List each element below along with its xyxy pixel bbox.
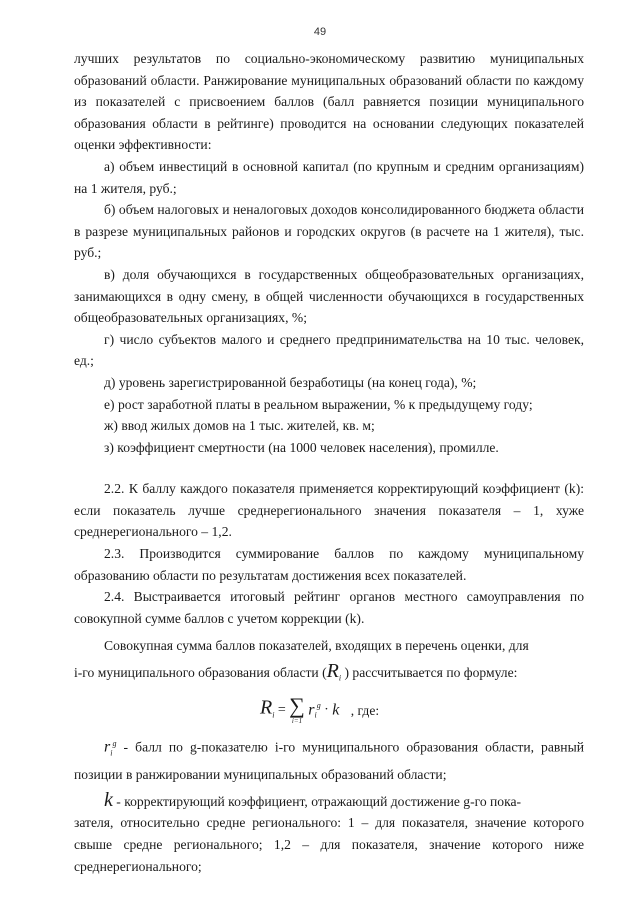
formula-sum: [289, 692, 305, 726]
definition-r-text: - балл по g-показателю i-го муниципального образования области, равный позиции в ранжировании муниципальных образований области;: [74, 739, 584, 783]
def-symbol-k: k: [104, 788, 113, 811]
list-item-v: в) доля обучающихся в государственных общеобразовательных организациях, занимающихся в одну смену, в общей численности обучающихся в государственных общеобразовательных организациях, %;: [74, 266, 584, 326]
paragraph-2-3: 2.3. Производится суммирование баллов по каждому муниципальному образованию области по результатам достижения всех показателей.: [74, 546, 584, 583]
paragraph-sum-intro: Совокупная сумма баллов показателей, входящих в перечень оценки, для: [104, 638, 529, 654]
formula-sum-lower: i=1: [291, 716, 303, 725]
formula-R-index: i: [272, 710, 275, 720]
formula-equals: =: [277, 702, 286, 718]
symbol-R: R: [326, 660, 339, 683]
paragraph-2-2: 2.2. К баллу каждого показателя применяется корректирующий коэффициент (k): если показатель лучше среднерегионального значения показателя – 1, хуже среднерегионального – 1,2.: [74, 481, 584, 540]
paragraph-sum-line2: [74, 661, 584, 689]
def-symbol-r-power: g: [112, 739, 117, 749]
formula-dot: ·: [324, 702, 329, 718]
paragraph-2-4: 2.4. Выстраивается итоговый рейтинг органов местного самоуправления по совокупной сумме баллов с учетом коррекции (k).: [74, 589, 584, 626]
formula-r: r: [308, 701, 315, 719]
sum-line-text-a: i-го муниципального образования области (: [74, 665, 327, 681]
page-number: 49: [313, 26, 327, 38]
def-symbol-r-index: i: [110, 748, 113, 758]
definition-k-text-2: зателя, относительно средне регионального: 1 – для показателя, значение которого свыше средне регионального; 1,2 – для показателя, значение которого ниже среднерегионального;: [74, 815, 584, 874]
list-item-e: е) рост заработной платы в реальном выражении, % к предыдущему году;: [104, 396, 533, 412]
formula-r-power: g: [316, 701, 321, 711]
sum-icon: ∑: [289, 692, 305, 718]
definition-r: [74, 733, 584, 785]
formula-gde: , где:: [350, 702, 380, 718]
list-item-g: г) число субъектов малого и среднего предпринимательства на 10 тыс. человек, ед.;: [74, 331, 584, 369]
formula-r-index: i: [314, 710, 317, 720]
paragraph-intro: лучших результатов по социально-экономическому развитию муниципальных образований области. Ранжирование муниципальных образований области по каждому из показателей с присвоением баллов (балл равняется позиции муниципального образования области в рейтинге) проводится на основании следующих показателей оценки эффективности:: [74, 51, 584, 153]
sum-line-text-b: ) рассчитывается по формуле:: [344, 665, 518, 681]
def-symbol-r: r: [104, 738, 111, 756]
definition-k-line1: [74, 790, 584, 813]
formula-R: R: [260, 696, 273, 719]
symbol-R-index: i: [338, 673, 342, 683]
document-body: [74, 48, 584, 877]
list-item-z: з) коэффициент смертности (на 1000 человек населения), промилле.: [104, 439, 499, 455]
spacer: [74, 458, 584, 478]
list-item-zh: ж) ввод жилых домов на 1 тыс. жителей, кв. м;: [104, 418, 375, 434]
list-item-a: а) объем инвестиций в основной капитал (по крупным и средним организациям) на 1 жителя, руб.;: [74, 158, 584, 196]
list-item-d: д) уровень зарегистрированной безработицы (на конец года), %;: [104, 374, 477, 390]
list-item-b: б) объем налоговых и неналоговых доходов консолидированного бюджета области в разрезе муниципальных районов и городских округов (в расчете на 1 жителя), тыс. руб.;: [74, 202, 584, 261]
formula-k: k: [332, 701, 340, 719]
formula: [74, 692, 584, 729]
definition-k-text-1: - корректирующий коэффициент, отражающий достижение g-го пока-: [116, 793, 522, 809]
